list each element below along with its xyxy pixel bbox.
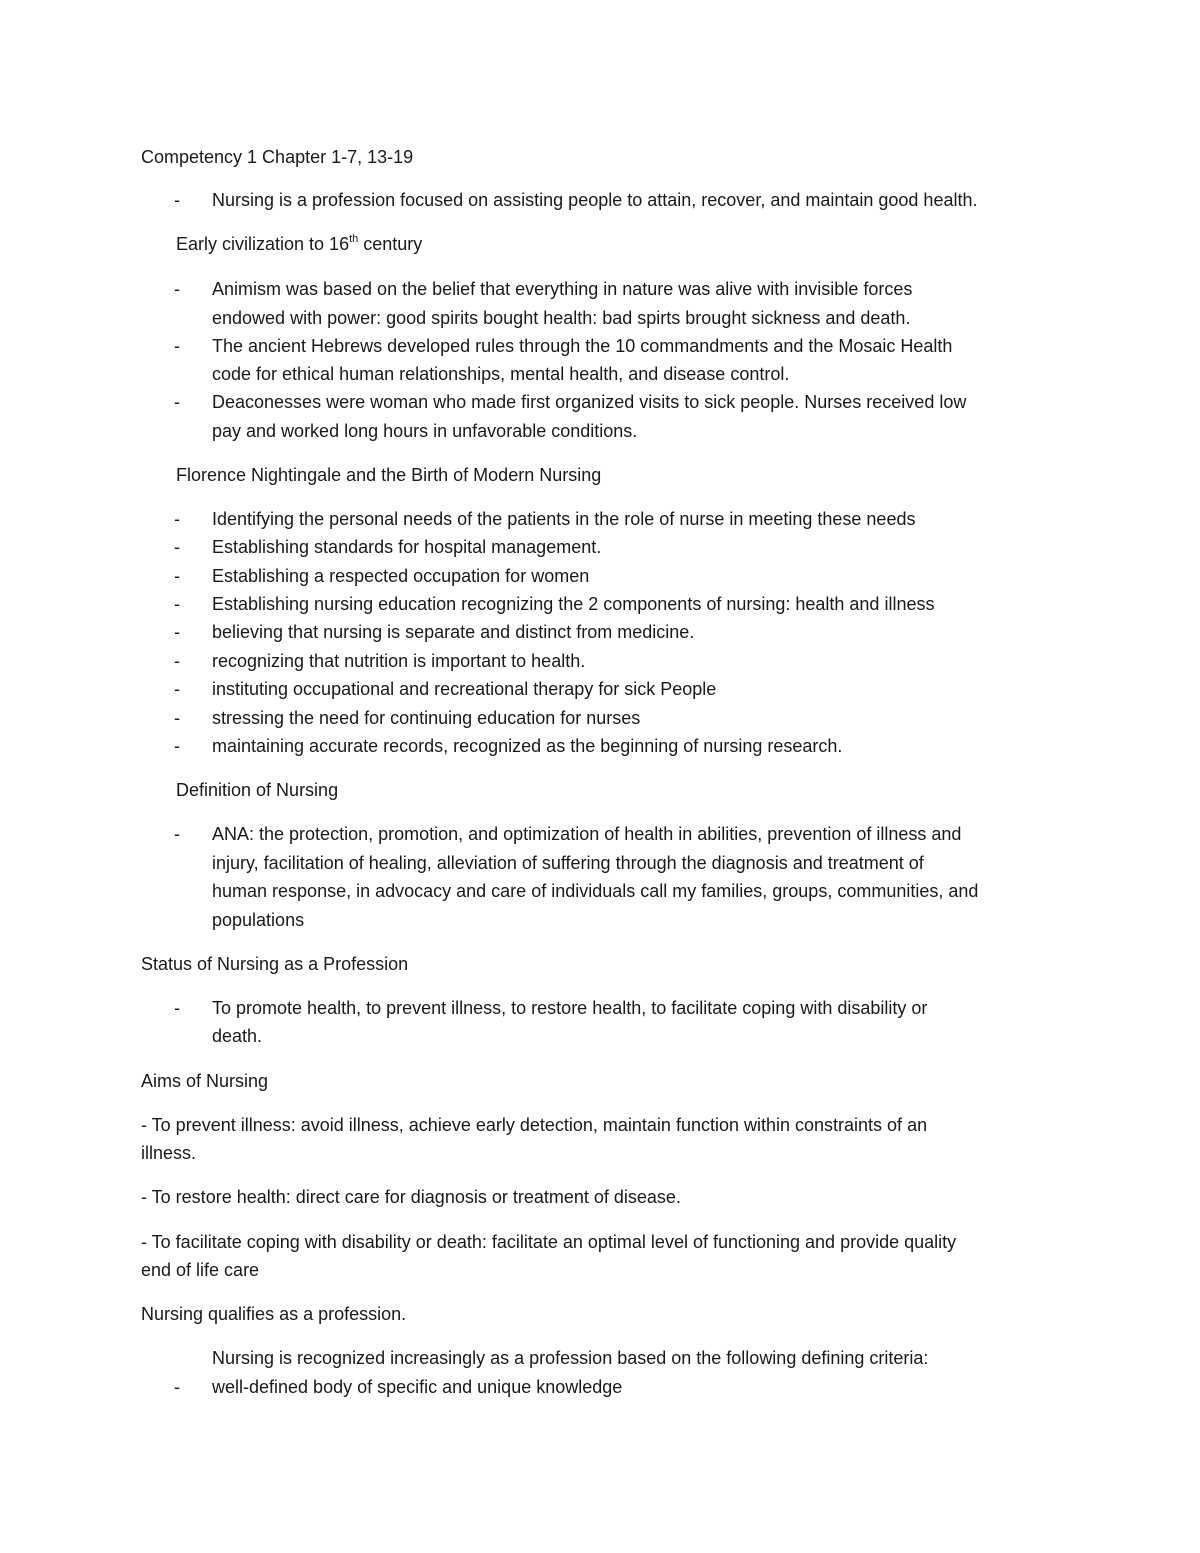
list-item: maintaining accurate records, recognized as the beginning of nursing research. — [212, 736, 843, 756]
status-line: death. — [212, 1026, 263, 1046]
section-heading-status: Status of Nursing as a Profession — [141, 954, 409, 974]
list-item: Establishing nursing education recognizing the 2 components of nursing: health and illness — [212, 594, 935, 614]
status-line: To promote health, to prevent illness, to restore health, to facilitate coping with disability or — [212, 998, 928, 1018]
aims-paragraph: - To facilitate coping with disability or death: facilitate an optimal level of functioning and provide quality — [141, 1232, 957, 1252]
list-item: believing that nursing is separate and distinct from medicine. — [212, 622, 695, 642]
bullet-dash: - — [174, 537, 180, 557]
list-item: The ancient Hebrews developed rules through the 10 commandments and the Mosaic Health — [212, 336, 953, 356]
list-item: well-defined body of specific and unique knowledge — [212, 1377, 623, 1397]
section-heading-nightingale: Florence Nightingale and the Birth of Modern Nursing — [176, 465, 602, 485]
bullet-dash: - — [174, 1377, 180, 1397]
list-item: Identifying the personal needs of the patients in the role of nurse in meeting these needs — [212, 509, 916, 529]
definition-line: human response, in advocacy and care of individuals call my families, groups, communities, and — [212, 881, 979, 901]
definition-line: injury, facilitation of healing, alleviation of suffering through the diagnosis and treatment of — [212, 853, 924, 873]
bullet-dash: - — [174, 566, 180, 586]
list-item: Deaconesses were woman who made first organized visits to sick people. Nurses received low — [212, 392, 967, 412]
list-item: pay and worked long hours in unfavorable conditions. — [212, 421, 638, 441]
definition-line: populations — [212, 910, 305, 930]
definition-line: ANA: the protection, promotion, and optimization of health in abilities, prevention of illness and — [212, 824, 962, 844]
list-item: Establishing a respected occupation for women — [212, 566, 590, 586]
aims-paragraph: - To prevent illness: avoid illness, achieve early detection, maintain function within constraints of an — [141, 1115, 928, 1135]
bullet-dash: - — [174, 594, 180, 614]
list-item: endowed with power: good spirits bought health: bad spirts brought sickness and death. — [212, 308, 911, 328]
section-heading-aims: Aims of Nursing — [141, 1071, 269, 1091]
section-heading-qualifies: Nursing qualifies as a profession. — [141, 1304, 407, 1324]
bullet-dash: - — [174, 679, 180, 699]
aims-paragraph: end of life care — [141, 1260, 260, 1280]
bullet-dash: - — [174, 190, 180, 210]
list-item: code for ethical human relationships, mental health, and disease control. — [212, 364, 790, 384]
list-item: recognizing that nutrition is important to health. — [212, 651, 586, 671]
list-item: Establishing standards for hospital management. — [212, 537, 602, 557]
document-title: Competency 1 Chapter 1-7, 13-19 — [141, 147, 414, 167]
bullet-dash: - — [174, 622, 180, 642]
list-item: Animism was based on the belief that everything in nature was alive with invisible forces — [212, 279, 913, 299]
bullet-dash: - — [174, 279, 180, 299]
section-heading-definition: Definition of Nursing — [176, 780, 339, 800]
bullet-dash: - — [174, 651, 180, 671]
aims-paragraph: - To restore health: direct care for diagnosis or treatment of disease. — [141, 1187, 681, 1207]
bullet-dash: - — [174, 998, 180, 1018]
bullet-dash: - — [174, 736, 180, 756]
list-item: stressing the need for continuing education for nurses — [212, 708, 641, 728]
bullet-dash: - — [174, 392, 180, 412]
qualifies-intro: Nursing is recognized increasingly as a profession based on the following defining criteria: — [212, 1348, 929, 1368]
bullet-dash: - — [174, 708, 180, 728]
bullet-dash: - — [174, 509, 180, 529]
aims-paragraph: illness. — [141, 1143, 197, 1163]
section-heading-early: Early civilization to 16th century — [176, 233, 423, 254]
intro-text: Nursing is a profession focused on assisting people to attain, recover, and maintain good health. — [212, 190, 978, 210]
bullet-dash: - — [174, 336, 180, 356]
list-item: instituting occupational and recreational therapy for sick People — [212, 679, 717, 699]
bullet-dash: - — [174, 824, 180, 844]
